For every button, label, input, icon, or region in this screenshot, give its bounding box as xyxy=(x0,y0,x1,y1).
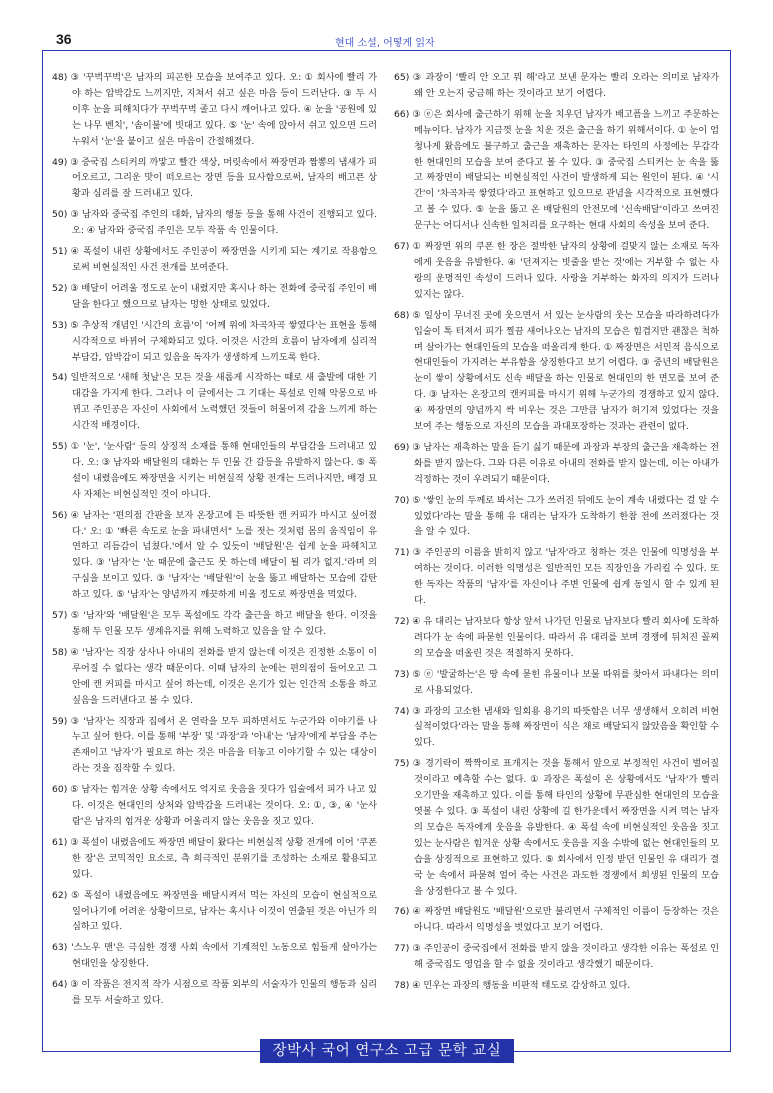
answer-text: ④ 민우는 과장의 행동을 비판적 태도로 감상하고 있다. xyxy=(412,980,631,992)
answer-item xyxy=(394,614,719,662)
answer-text: ③ 남자와 중국집 주인의 대화, 남자의 행동 등을 통해 사건이 진행되고 있다. 오: ④ 남자와 중국집 주인은 모두 작품 속 인물이다. xyxy=(70,209,377,237)
answer-text: ③ 이 작품은 전지적 작가 시점으로 작품 외부의 서술자가 인물의 행동과 심리를 모두 서술하고 있다. xyxy=(70,979,377,1007)
answer-number: 76) xyxy=(394,906,410,918)
answer-text: ④ 유 대리는 남자보다 항상 앞서 나가던 인물로 남자보다 빨리 회사에 도착하려다가 눈 속에 파묻힌 인물이다. 따라서 유 대리를 보며 경쟁에 뒤처진 꼴찌의 모습을 떠올린 것은 적절하지 못하다. xyxy=(412,616,719,659)
answer-text: ③ 주인공이 중국집에서 전화를 받지 않을 것이라고 생각한 이유는 폭설로 인해 중국집도 영업을 할 수 없을 것이라고 생각했기 때문이다. xyxy=(412,943,719,971)
answer-text: ③ 과장이 '빨리 안 오고 뭐 해'라고 보낸 문자는 빨리 오라는 의미로 남자가 왜 안 오는지 궁금해 하는 것이라고 보기 어렵다. xyxy=(412,72,719,99)
answer-number: 62) xyxy=(52,889,68,901)
answer-item xyxy=(52,940,377,972)
answer-number: 70) xyxy=(394,494,410,506)
answer-text: ⑤ 남자는 힘겨운 상황 속에서도 억지로 웃음을 짓다가 입술에서 피가 나고 있다. 이것은 현대인의 상처와 압박감을 드러내는 것이다. 오: ①, ③, ④ '눈사람'은 남자의 힘겨운 상황과 어울리지 않는 웃음을 짓고 있다. xyxy=(70,784,377,827)
answer-item xyxy=(52,155,377,203)
answer-text: 일반적으로 '새해 첫날'은 모든 것을 새롭게 시작하는 때로 새 출발에 대한 기대감을 가지게 한다. 그러나 이 글에서는 그 기대는 폭설로 인해 악몽으로 바뀌고 주인공은 자신이 사회에서 노력했던 것들이 허물어져 감을 느끼게 하는 시간적 배경이다. xyxy=(70,372,377,432)
answer-number: 52) xyxy=(52,282,68,294)
answer-item xyxy=(52,714,377,778)
answer-text: ③ 폭설이 내렸음에도 짜장면 배달이 왔다는 비현실적 상황 전개에 이어 '쿠폰 한 장'은 코믹적인 요소로, 측 희극적인 분위기를 조성하는 소재로 활용되고 있다. xyxy=(70,836,377,880)
answer-number: 63) xyxy=(52,942,68,954)
answer-number: 71) xyxy=(394,547,410,559)
answer-text: ⑤ 폭설이 내렸음에도 짜장면을 배달시켜서 먹는 자신의 모습이 현실적으로 일어나기에 어려운 상황이므로, 남자는 혹시나 이것이 연출된 것은 아닌가 의심하고 있다. xyxy=(71,889,378,933)
answer-number: 51) xyxy=(52,246,68,258)
answer-text: ④ '남자'는 직장 상사나 아내의 전화를 받지 않는데 이것은 진정한 소통이 이루어질 수 없다는 생각 때문이다. 이때 남자의 눈에는 편의점이 들어오고 그 안에 캔 커피를 마시고 싶어 하는데, 이것은 온기가 있는 인간적 소통을 하고 싶음을 드러낸다고 볼 수 있다. xyxy=(70,646,377,706)
answer-number: 72) xyxy=(394,616,410,627)
answer-number: 48) xyxy=(52,72,68,83)
answer-item xyxy=(52,70,377,150)
left-answer-column xyxy=(52,70,377,1014)
answer-number: 59) xyxy=(52,715,68,727)
answer-item xyxy=(394,107,719,234)
answer-text: ⑤ ⓔ '발굴하는'은 땅 속에 묻힌 유물이나 보물 따위를 찾아서 파내다는 의미로 사용되었다. xyxy=(412,668,719,696)
answer-text: ① 짜장면 위의 쿠폰 한 장은 절박한 남자의 상황에 걸맞지 않는 소재로 독자에게 웃음을 유발한다. ④ '던져지는 빗줄을 받는 것'에는 거부할 수 없는 사랑의 운명적인 속성이 드러나 있다. 사랑을 거부하는 화자의 의지가 드러나 있지는 않다. xyxy=(412,241,719,300)
answer-item xyxy=(394,70,719,102)
answer-text: ④ 남자는 '편의점 간판을 보자 온장고에 든 따뜻한 캔 커피가 마시고 싶어졌다.' 오: ① '빠른 속도로 눈을 파내면서" 노를 젓는 것처럼 몸의 움직임이 유연하고 리듬감이 넘쳤다.'에서 알 수 있듯이 '배달원'은 쉽게 눈을 파헤치고 있다. ③ '남자'는 '눈 때문에 출근도 못 하는데 배달이 될 리가 없지.'라며 의구심을 보이고 있다. ③ '남자'는 '배달원'이 눈을 뚫고 배달하는 모습에 감탄하고 있다. ⑤ '남자'는 양념까지 깨끗하게 비울 정도로 짜장면을 먹었다. xyxy=(70,509,378,601)
answer-item xyxy=(394,493,719,541)
footer-banner: 장박사 국어 연구소 고급 문학 교실 xyxy=(260,1039,514,1063)
answer-text: ③ 남자는 재촉하는 말을 듣기 싫기 때문에 과장과 부장의 출근을 재촉하는 전화를 받지 않는다. 그와 다른 이유로 아내의 전화를 받지 않는데, 이는 아내가 걱정하는 것이 우려되기 때문이다. xyxy=(412,441,719,485)
answer-number: 73) xyxy=(394,668,410,680)
answer-item xyxy=(394,308,719,435)
answer-number: 65) xyxy=(394,72,410,83)
answer-text: ⑤ 일상이 무너진 곳에 웃으면서 서 있는 눈사람의 웃는 모습을 따라하려다가 입술이 톡 터져서 피가 찔끔 새어나오는 남자의 모습은 힘겹지만 괜찮은 척하며 살아가는 현대인들의 모습을 떠올리게 한다. ① 짜장면은 서민적 음식으로 현대인들이 가지려는 부유함을 상징한다고 보기 어렵다. ③ 중년의 배달원은 눈이 쌓이 상황에서도 신속 배달을 하는 인물로 현대인의 한 면모를 보여 준다. ③ 남자는 온장고의 캔커피를 마시기 위해 누군가의 경쟁하고 있지 않다. ④ 짜장면의 양념까지 싹 비우는 것은 그만큼 남자가 허기져 있었다는 것을 보여 주는 행동으로 자신의 모습을 과대포장하는 것과는 관련이 없다. xyxy=(412,309,719,433)
answer-item xyxy=(394,667,719,699)
answer-text: ③ 경기락이 짝짝이로 표개지는 것을 통해서 앞으로 부정적인 사건이 벌어질 것이라고 예측할 수는 없다. ① 과장은 폭설이 온 상황에서도 '남자'가 빨리 오기만을 재촉하고 있다. 이를 통해 타인의 상황에 무관심한 현대인의 모습을 엿볼 수 있다. ③ 폭설이 내린 상황에 길 한가운데서 짜장면을 시켜 먹는 남자의 모습은 독자에게 웃음을 유발한다. ④ 폭설 속에 비현실적인 웃음을 짓고 있는 눈사람은 힘겨운 상황 속에서도 웃음을 지을 수밖에 없는 현대인들의 모습을 상징적으로 표현하고 있다. ⑤ 회사에서 인정 받던 인물인 유 대리가 결국 눈 속에서 파묻혀 얼어 죽는 사건은 과도한 경쟁에서 희생된 인물의 모습을 상징한다고 볼 수 있다. xyxy=(412,758,719,897)
answer-text: ③ '남자'는 직장과 집에서 온 연락을 모두 피하면서도 누군가와 이야기를 나누고 싶어 한다. 이를 통해 '부장' 및 '과장'과 '아내'는 '남자'에게 부담을 주는 존재이고 '남자'가 필요로 하는 것은 마음을 터놓고 이야기할 수 있는 대상이라는 것을 짐작할 수 있다. xyxy=(70,715,377,775)
answer-item xyxy=(52,608,377,640)
answer-item xyxy=(52,281,377,313)
answer-number: 77) xyxy=(394,943,410,955)
answer-number: 55) xyxy=(52,441,68,453)
right-answer-column xyxy=(394,70,719,999)
answer-item xyxy=(52,888,377,936)
answer-number: 78) xyxy=(394,980,410,992)
answer-text: ③ 과장의 고소한 냄새와 일회용 용기의 따뜻함은 너무 생생해서 오히려 비현실적이었다'라는 말을 통해 짜장면이 식은 채로 배달되지 않았음을 확인할 수 있다. xyxy=(412,705,719,749)
answer-item xyxy=(394,704,719,752)
answer-text: ④ 폭설이 내린 상황에서도 주인공이 짜장면을 시키게 되는 계기로 작용함으로써 비현실적인 사건 전개를 보여준다. xyxy=(70,246,377,273)
answer-item xyxy=(52,835,377,883)
answer-number: 50) xyxy=(52,209,68,221)
answer-number: 69) xyxy=(394,441,410,453)
answer-item xyxy=(52,645,377,709)
answer-item xyxy=(394,978,719,994)
page-number: 36 xyxy=(56,31,72,47)
answer-text: ③ 주인공의 이름을 밝히지 않고 '남자'라고 칭하는 것은 인물에 익명성을 부여하는 것이다. 이러한 익명성은 일반적인 모든 직장인을 가리킬 수 있다. 또한 독자는 작품의 '남자'를 자신이나 주변 인물에 쉽게 동일시 할 수 있게 된다. xyxy=(412,547,719,607)
answer-text: ⑤ '남자'와 '배달원'은 모두 폭설에도 각각 출근을 하고 배달을 한다. 이것을 통해 두 인물 모두 생계유지를 위해 노력하고 있음을 알 수 있다. xyxy=(70,610,378,637)
answer-item xyxy=(394,941,719,973)
answer-text: ① '눈', '눈사람' 등의 상징적 소재를 통해 현대인들의 부담감을 드러내고 있다. 오: ③ 남자와 배달원의 대화는 두 인물 간 갈등을 유발하지 않는다. ⑤ 폭설이 내렸음에도 짜장면을 시키는 비현실적 상황 전개는 드러나지만, 배경 묘사 자체는 비현실적인 것이 아니다. xyxy=(70,441,378,500)
answer-number: 74) xyxy=(394,705,410,717)
answer-number: 60) xyxy=(52,784,68,796)
answer-number: 75) xyxy=(394,758,410,770)
answer-item xyxy=(52,782,377,830)
answer-number: 56) xyxy=(52,509,68,521)
answer-item xyxy=(394,239,719,303)
answer-text: ③ 중국집 스티커의 까맣고 빨간 색상, 머릿속에서 짜장면과 짬뽕의 냄새가 피어오르고, 그리운 맛이 떠오르는 장면 등을 묘사함으로써, 남자의 배고픈 상황과 심리를 잘 드러내고 있다. xyxy=(70,156,377,200)
answer-number: 66) xyxy=(394,108,410,120)
answer-item xyxy=(52,977,377,1009)
answer-item xyxy=(394,545,719,609)
answer-text: ⑤ '쌓인 눈의 두께로 봐서는 그가 쓰러진 뒤에도 눈이 계속 내렸다는 걸 알 수 있었다'라는 말을 통해 유 대리는 남자가 도착하기 한참 전에 쓰러졌다는 것을 알 수 있다. xyxy=(412,494,719,538)
answer-text: ③ '꾸벅꾸벅'은 남자의 피곤한 모습을 보여주고 있다. 오: ① 회사에 빨리 가야 하는 압박감도 느끼지만, 지쳐서 쉬고 싶은 마음 등이 드러난다. ③ 두 시 이후 눈을 피해치다가 꾸벅꾸벅 졸고 다시 깨어나고 있다. ④ 눈을 '공원에 있는 나무 벤치', '솜이불'에 빗대고 있다. ⑤ '눈' 속에 앉아서 쉬고 있으면 드러누워서 '눈'을 붙이고 싶은 마음이 간절해졌다. xyxy=(70,72,378,147)
answer-item xyxy=(52,318,377,366)
answer-text: ⑤ 추상적 개념인 '시간의 흐름'이 '어께 위에 차곡차곡 쌓였다'는 표현을 통해 시각적으로 바뀌어 구체화되고 있다. 이것은 시간의 흐름이 남자에게 심리적 부담감, 압박감이 되고 있음을 독자가 생생하게 느끼도록 한다. xyxy=(70,319,377,363)
answer-item xyxy=(52,244,377,276)
answer-number: 68) xyxy=(394,309,410,321)
answer-number: 57) xyxy=(52,610,68,622)
answer-number: 49) xyxy=(52,156,68,168)
answer-number: 53) xyxy=(52,319,68,331)
answer-number: 64) xyxy=(52,979,68,991)
answer-text: ③ 배달이 어려울 정도로 눈이 내렸지만 혹시나 하는 전화에 중국집 주인이 배달을 한다고 했으므로 남자는 멍한 상태로 있었다. xyxy=(70,282,377,310)
answer-text: ③ ⓔ은 회사에 출근하기 위해 눈을 치우던 남자가 배고픔을 느끼고 주문하는 메뉴이다. 남자가 지금껏 눈을 치운 것은 출근을 하기 위해서이다. ① 눈이 엄청나게 왔음에도 불구하고 출근을 재촉하는 문자는 타인의 사정에는 무감각한 현대인의 모습을 보여 준다고 볼 수 있다. ③ 중국집 스티커는 눈 속을 뚫고 짜장면이 배달되는 비현실적인 사건이 발생하게 되는 원인이 된다. ④ '시간'이 '차곡차곡 쌓였다'라고 표현하고 있으므로 관념을 시각적으로 표현했다고 볼 수 있다. ⑤ 눈을 뚫고 온 배달원의 안전모에 '신속배달'이라고 쓰여진 문구는 어디서나 신속한 일처리를 요구하는 현대 사회의 속성을 보여 준다. xyxy=(412,108,719,232)
answer-number: 54) xyxy=(52,372,68,384)
book-title: 현대 소설, 어떻게 읽자 xyxy=(335,38,435,49)
answer-item xyxy=(52,439,377,503)
answer-item xyxy=(394,904,719,936)
answer-number: 67) xyxy=(394,241,410,253)
answer-item xyxy=(394,756,719,899)
answer-number: 61) xyxy=(52,836,68,848)
answer-item xyxy=(52,207,377,239)
answer-item xyxy=(394,440,719,488)
answer-number: 58) xyxy=(52,646,68,658)
answer-item xyxy=(52,508,377,603)
answer-text: '스노우 맨'은 극심한 경쟁 사회 속에서 기계적인 노동으로 힘들게 살아가는 현대인을 상징한다. xyxy=(71,942,377,970)
answer-text: ④ 짜장면 배달원도 '배달원'으로만 불리면서 구체적인 이름이 등장하는 것은 아니다. 따라서 익명성을 벗었다고 보기 어렵다. xyxy=(412,906,719,934)
answer-item xyxy=(52,370,377,434)
